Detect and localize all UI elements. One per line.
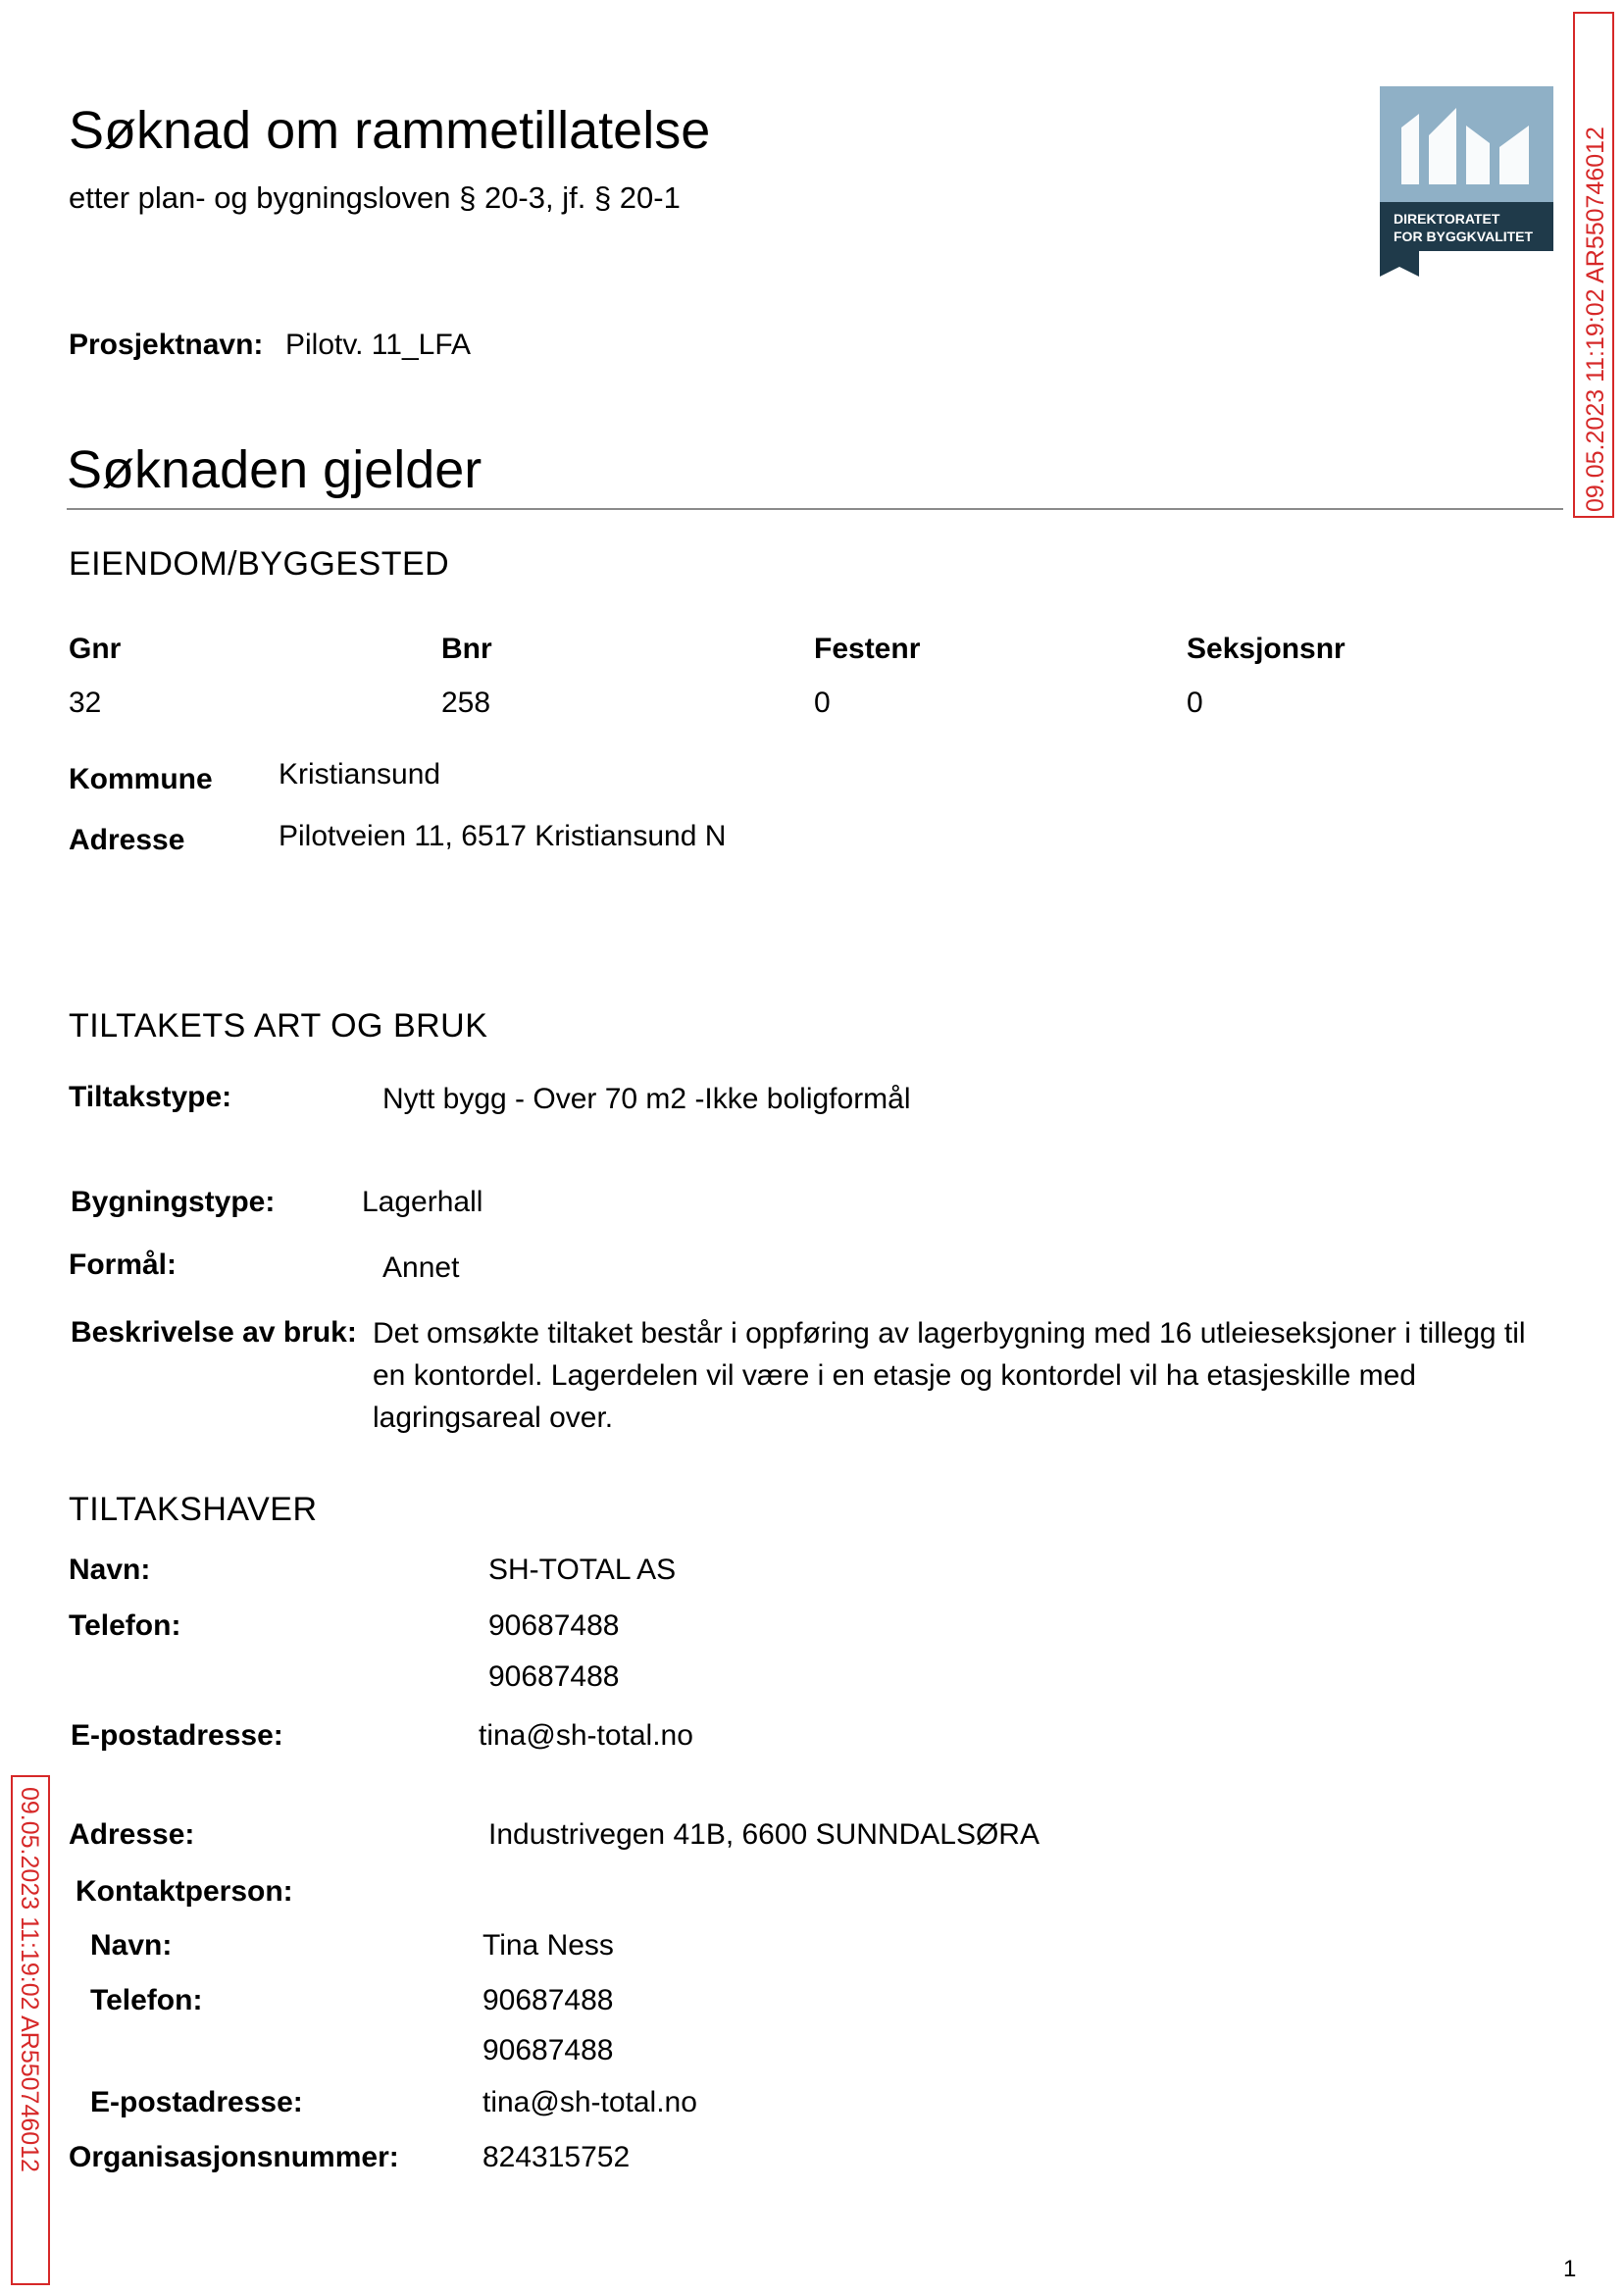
section-title-property: EIENDOM/BYGGESTED bbox=[69, 545, 450, 583]
kontakt-navn-value: Tina Ness bbox=[482, 1929, 614, 1962]
owner-telefon-value-1: 90687488 bbox=[488, 1609, 620, 1642]
adresse-value: Pilotveien 11, 6517 Kristiansund N bbox=[279, 820, 727, 852]
kontakt-epost-value: tina@sh-total.no bbox=[482, 2086, 697, 2118]
tiltakstype-label: Tiltakstype: bbox=[69, 1081, 232, 1113]
kontakt-epost-label: E-postadresse: bbox=[90, 2086, 303, 2118]
value-festenr: 0 bbox=[814, 687, 831, 719]
owner-epost-label: E-postadresse: bbox=[71, 1719, 283, 1752]
project-label: Prosjektnavn: bbox=[69, 329, 264, 361]
owner-epost-value: tina@sh-total.no bbox=[479, 1719, 693, 1752]
owner-navn-value: SH-TOTAL AS bbox=[488, 1554, 677, 1586]
section-title-usage: TILTAKETS ART OG BRUK bbox=[69, 1007, 488, 1045]
value-bnr: 258 bbox=[441, 687, 491, 719]
kontakt-telefon-value-2: 90687488 bbox=[482, 2034, 614, 2066]
bygningstype-label: Bygningstype: bbox=[71, 1186, 276, 1218]
owner-telefon-label: Telefon: bbox=[69, 1609, 181, 1642]
section-heading-applies: Søknaden gjelder bbox=[67, 440, 482, 499]
kontakt-navn-label: Navn: bbox=[90, 1929, 173, 1962]
owner-adresse-label: Adresse: bbox=[69, 1818, 195, 1851]
stamp-text-right: 09.05.2023 11:19:02 AR550746012 bbox=[1582, 127, 1609, 512]
document-title: Søknad om rammetillatelse bbox=[69, 101, 711, 160]
kontakt-label: Kontaktperson: bbox=[76, 1875, 293, 1908]
tiltakstype-value: Nytt bygg - Over 70 m2 -Ikke boligformål bbox=[382, 1083, 911, 1115]
beskrivelse-value: Det omsøkte tiltaket består i oppføring av lagerbygning med 16 utleieseksjoner i tillegg til en kontordel. Lagerdelen vil være i en etasje og kontordel vil ha etasjeskille med lagringsareal over. bbox=[373, 1317, 1526, 1434]
kontakt-telefon-label: Telefon: bbox=[90, 1984, 203, 2016]
org-value: 824315752 bbox=[482, 2141, 631, 2173]
stamp-text-left: 09.05.2023 11:19:02 AR550746012 bbox=[16, 1787, 43, 2172]
formal-value: Annet bbox=[382, 1251, 460, 1284]
column-header-gnr: Gnr bbox=[69, 633, 122, 665]
column-header-festenr: Festenr bbox=[814, 633, 921, 665]
logo-line-2: FOR BYGGKVALITET bbox=[1394, 229, 1534, 244]
kommune-label: Kommune bbox=[69, 763, 213, 795]
page-number: 1 bbox=[1563, 2256, 1577, 2282]
org-label: Organisasjonsnummer: bbox=[69, 2141, 399, 2173]
kommune-value: Kristiansund bbox=[279, 758, 441, 790]
owner-telefon-value-2: 90687488 bbox=[488, 1660, 620, 1693]
project-value: Pilotv. 11_LFA bbox=[285, 329, 471, 361]
value-seksjonsnr: 0 bbox=[1187, 687, 1203, 719]
value-gnr: 32 bbox=[69, 687, 102, 719]
section-divider bbox=[67, 508, 1563, 510]
bygningstype-value: Lagerhall bbox=[362, 1186, 483, 1218]
kontakt-telefon-value-1: 90687488 bbox=[482, 1984, 614, 2016]
column-header-seksjonsnr: Seksjonsnr bbox=[1187, 633, 1345, 665]
column-header-bnr: Bnr bbox=[441, 633, 492, 665]
logo-line-1: DIREKTORATET bbox=[1394, 211, 1500, 227]
beskrivelse-label: Beskrivelse av bruk: bbox=[71, 1316, 357, 1349]
dibk-logo bbox=[1380, 86, 1553, 277]
owner-navn-label: Navn: bbox=[69, 1554, 151, 1586]
timestamp-stamp-right bbox=[1573, 12, 1614, 518]
timestamp-stamp-left bbox=[11, 1775, 50, 2285]
document-subtitle: etter plan- og bygningsloven § 20-3, jf. § 20-1 bbox=[69, 180, 681, 215]
formal-label: Formål: bbox=[69, 1249, 178, 1281]
adresse-label: Adresse bbox=[69, 824, 185, 856]
owner-adresse-value: Industrivegen 41B, 6600 SUNNDALSØRA bbox=[488, 1818, 1040, 1851]
section-title-owner: TILTAKSHAVER bbox=[69, 1491, 318, 1528]
